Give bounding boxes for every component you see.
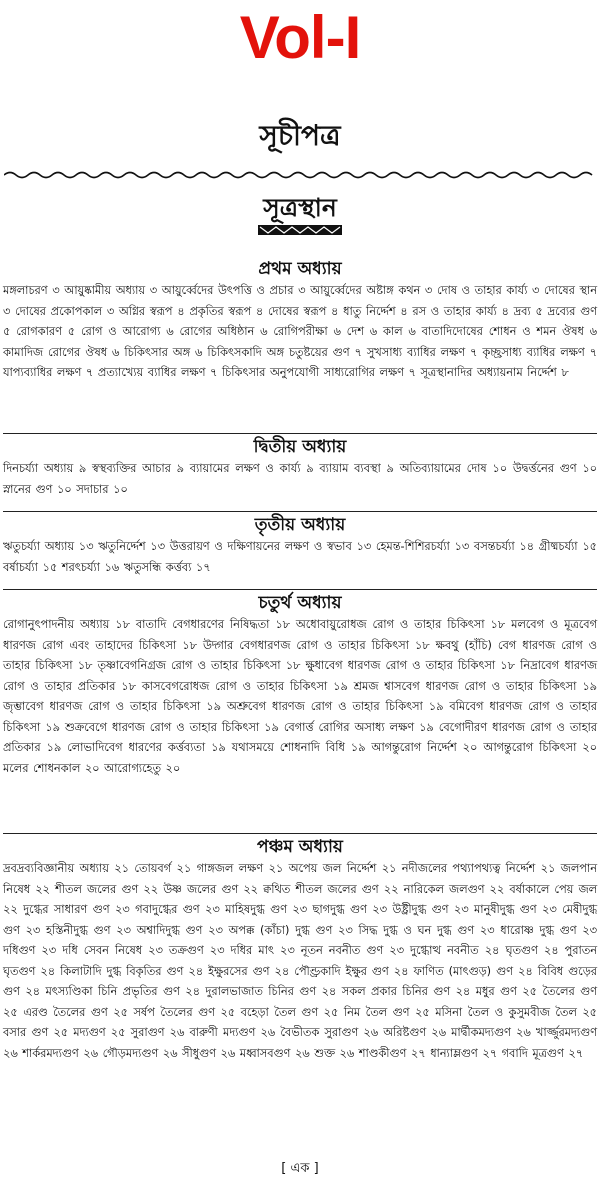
chapter-contents: রোগানুৎপাদনীয় অধ্যায় ১৮ বাতাদি বেগধারণের নিষিদ্ধতা ১৮ অধোবায়ুরোধজ রোগ ও তাহার চিকিৎসা ১৮ মলবেগ ও মূত্রবেগ ধারণজ রোগ এবং তাহাদের চিকিৎসা ১৮ উদ্গার বেগধারণজ রোগ ও তাহার চিকিৎসা ১৮ ক্ষবথু (হাঁচি) বেগ ধারণজ রোগ ও তাহার চিকিৎসা ১৮ তৃষ্ণাবেগনিগ্রজ রোগ ও তাহার চিকিৎসা ১৮ ক্ষুধাবেগ ধারণজ রোগ ও তাহার চিকিৎসা ১৮ নিদ্রাবেগ ধারণজ রোগ ও তাহার প্রতিকার ১৮ কাসবেগরোধজ রোগ ও তাহার চিকিৎসা ১৯ শ্রমজ শ্বাসবেগ ধারণজ রোগ ও তাহার চিকিৎসা ১৯ জৃম্ভাবেগ ধারণজ রোগ ও তাহার চিকিৎসা ১৯ অশ্রুবেগ ধারণজ রোগ ও তাহার চিকিৎসা ১৯ বমিবেগ ধারণজ রোগ ও তাহার চিকিৎসা ১৯ শুক্রবেগে ধারণজ রোগ ও তাহার চিকিৎসা ১৯ বেগার্ত্ত রোগির অসাধ্য লক্ষণ ১৯ বেগোদীরণ ধারণজ রোগ ও তাহার প্রতিকার ১৯ লোভাদিবেগ ধারণের কর্ত্তব্যতা ১৯ যথাসময়ে শোধনাদি বিধি ১৯ আগন্তুরোগ নির্দ্দেশ ২০ আগন্তুরোগ চিকিৎসা ২০ মলের শোধনকাল ২০ আরোগ্যহেতু ২০	[3, 618, 597, 775]
page-title: সূচীপত্র	[259, 119, 341, 152]
chapter-divider	[3, 833, 597, 834]
volume-label: Vol-I	[239, 4, 361, 71]
chapter-divider	[3, 433, 597, 434]
chapter-heading: পঞ্চম অধ্যায়	[257, 837, 343, 857]
ornament-underline	[258, 224, 342, 236]
chapter-heading: তৃতীয় অধ্যায়	[254, 515, 346, 535]
chapter-heading: দ্বিতীয় অধ্যায়	[253, 437, 347, 457]
chapter-heading: চতুর্থ অধ্যায়	[258, 593, 342, 613]
chapter-divider	[3, 511, 597, 512]
chapter-contents: দ্রবদ্রব্যবিজ্ঞানীয় অধ্যায় ২১ তোয়বর্গ ২১ গাঙ্গজল লক্ষণ ২১ অপেয় জল নির্দ্দেশ ২১ নদীজলের পথ্যাপথ্যত্ব নির্দ্দেশ ২১ জলপান নিষেধ ২২ শীতল জলের গুণ ২২ উষ্ণ জলের গুণ ২২ ক্বথিত শীতল জলের গুণ ২২ নারিকেল জলগুণ ২২ বর্ষাকালে পেয় জল ২২ দুগ্ধের সাধারণ গুণ ২৩ গবাদুগ্ধের গুণ ২৩ মাহিষদুগ্ধ গুণ ২৩ ছাগদুগ্ধ গুণ ২৩ উষ্ট্রীদুগ্ধ গুণ ২৩ মানুষীদুগ্ধ গুণ ২৩ মেষীদুগ্ধ গুণ ২৩ হস্তিনীদুগ্ধ গুণ ২৩ অশ্বাদিদুগ্ধ গুণ ২৩ অপক্ক (কাঁচা) দুগ্ধ গুণ ২৩ সিদ্ধ দুগ্ধ ও ঘন দুগ্ধ গুণ ২৩ ধারোষ্ণ দুগ্ধ গুণ ২৩ দধিগুণ ২৩ দধি সেবন নিষেধ ২৩ তক্রগুণ ২৩ দধির মাৎ ২৩ নূতন নবনীত গুণ ২৩ দুগ্ধোত্থ নবনীত ২৪ ঘৃতগুণ ২৪ পুরাতন ঘৃতগুণ ২৪ কিলাটাদি দুগ্ধ বিকৃতির গুণ ২৪ ইক্ষুরসের গুণ ২৪ পৌণ্ড্রকাদি ইক্ষুর গুণ ২৪ ফাণিত (মাৎগুড়) গুণ ২৪ বিবিধ গুড়ের গুণ ২৪ মৎস্যণ্ডিকা চিনি প্রভৃতির গুণ ২৪ দুরালভাজাত চিনির গুণ ২৪ সকল প্রকার চিনির গুণ ২৪ মধুর গুণ ২৫ তৈলের গুণ ২৫ এরণ্ড তৈলের গুণ ২৫ সর্ষপ তৈলের গুণ ২৫ বহেড়া তৈল গুণ ২৫ নিম তৈল গুণ ২৫ মসিনা তৈল ও কুসুমবীজ তৈল ২৫ বসার গুণ ২৫ মদ্যগুণ ২৫ সুরাগুণ ২৬ বারুণী মদ্যগুণ ২৬ বৈভীতক সুরাগুণ ২৬ অরিষ্টগুণ ২৬ মার্দ্বীকমদ্যগুণ ২৬ খার্জ্জুরমদ্যগুণ ২৬ শার্করমদ্যগুণ ২৬ গৌড়মদ্যগুণ ২৬ সীধুগুণ ২৬ মধ্বাসবগুণ ২৬ শুক্ত ২৬ শাণ্ডকীগুণ ২৭ ধান্যাম্লগুণ ২৭ গবাদি মূত্রগুণ ২৭	[3, 862, 598, 1060]
chapter-contents: মঙ্গলাচরণ ৩ আয়ুষ্কামীয় অধ্যায় ৩ আয়ুর্ব্বেদের উৎপত্তি ও প্রচার ৩ আয়ুর্ব্বেদের অষ্টাঙ্গ কথন ৩ দোষ ও তাহার কার্য্য ৩ দোষের স্থান ৩ দোষের প্রকোপকাল ৩ অগ্নির স্বরূপ ৪ প্রকৃতির স্বরূপ ৪ দোষের স্বরূপ ৪ ধাতু নির্দ্দেশ ৪ রস ও তাহার কার্য্য ৪ দ্রব্য ৫ দ্রব্যের গুণ ৫ রোগকারণ ৫ রোগ ও আরোগ্য ৬ রোগের অধিষ্ঠান ৬ রোগিপরীক্ষা ৬ দেশ ৬ কাল ৬ বাতাদিদোষের শোধন ও শমন ঔষধ ৬ কামাদিজ রোগের ঔষধ ৬ চিকিৎসার অঙ্গ ৬ চিকিৎসকাদি অঙ্গ চতুষ্টয়ের গুণ ৭ সুখসাধ্য ব্যাধির লক্ষণ ৭ কৃচ্ছ্রসাধ্য ব্যাধির লক্ষণ ৭ যাপ্যব্যাধির লক্ষণ ৭ প্রত্যাখ্যেয় ব্যাধির লক্ষণ ৭ চিকিৎসার অনুপযোগী সাধ্যরোগির লক্ষণ ৭ সূত্রস্থানাদির অধ্যায়নাম নির্দ্দেশ ৮	[3, 284, 597, 379]
chapter-heading: প্রথম অধ্যায়	[258, 259, 342, 279]
chapter-divider	[3, 589, 597, 590]
page-number: [ এক ]	[281, 1161, 319, 1176]
chapter-contents: ঋতুচর্য্যা অধ্যায় ১৩ ঋতুনির্দ্দেশ ১৩ উত্তরায়ণ ও দক্ষিণায়নের লক্ষণ ও স্বভাব ১৩ হেমন্ত-শিশিরচর্য্যা ১৩ বসন্তচর্য্যা ১৪ গ্রীষ্মচর্য্যা ১৫ বর্ষাচর্য্যা ১৫ শরৎচর্য্যা ১৬ ঋতুসন্ধি কর্ত্তব্য ১৭	[3, 540, 597, 574]
section-heading: সূত্রস্থান	[263, 193, 337, 222]
chapter-contents: দিনচর্য্যা অধ্যায় ৯ স্বস্থব্যক্তির আচার ৯ ব্যায়ামের লক্ষণ ও কার্য্য ৯ ব্যায়াম ব্যবস্থা ৯ অতিব্যায়ামের দোষ ১০ উদ্বর্ত্তনের গুণ ১০ স্নানের গুণ ১০ সদাচার ১০	[3, 462, 597, 496]
wavy-divider	[4, 168, 596, 182]
